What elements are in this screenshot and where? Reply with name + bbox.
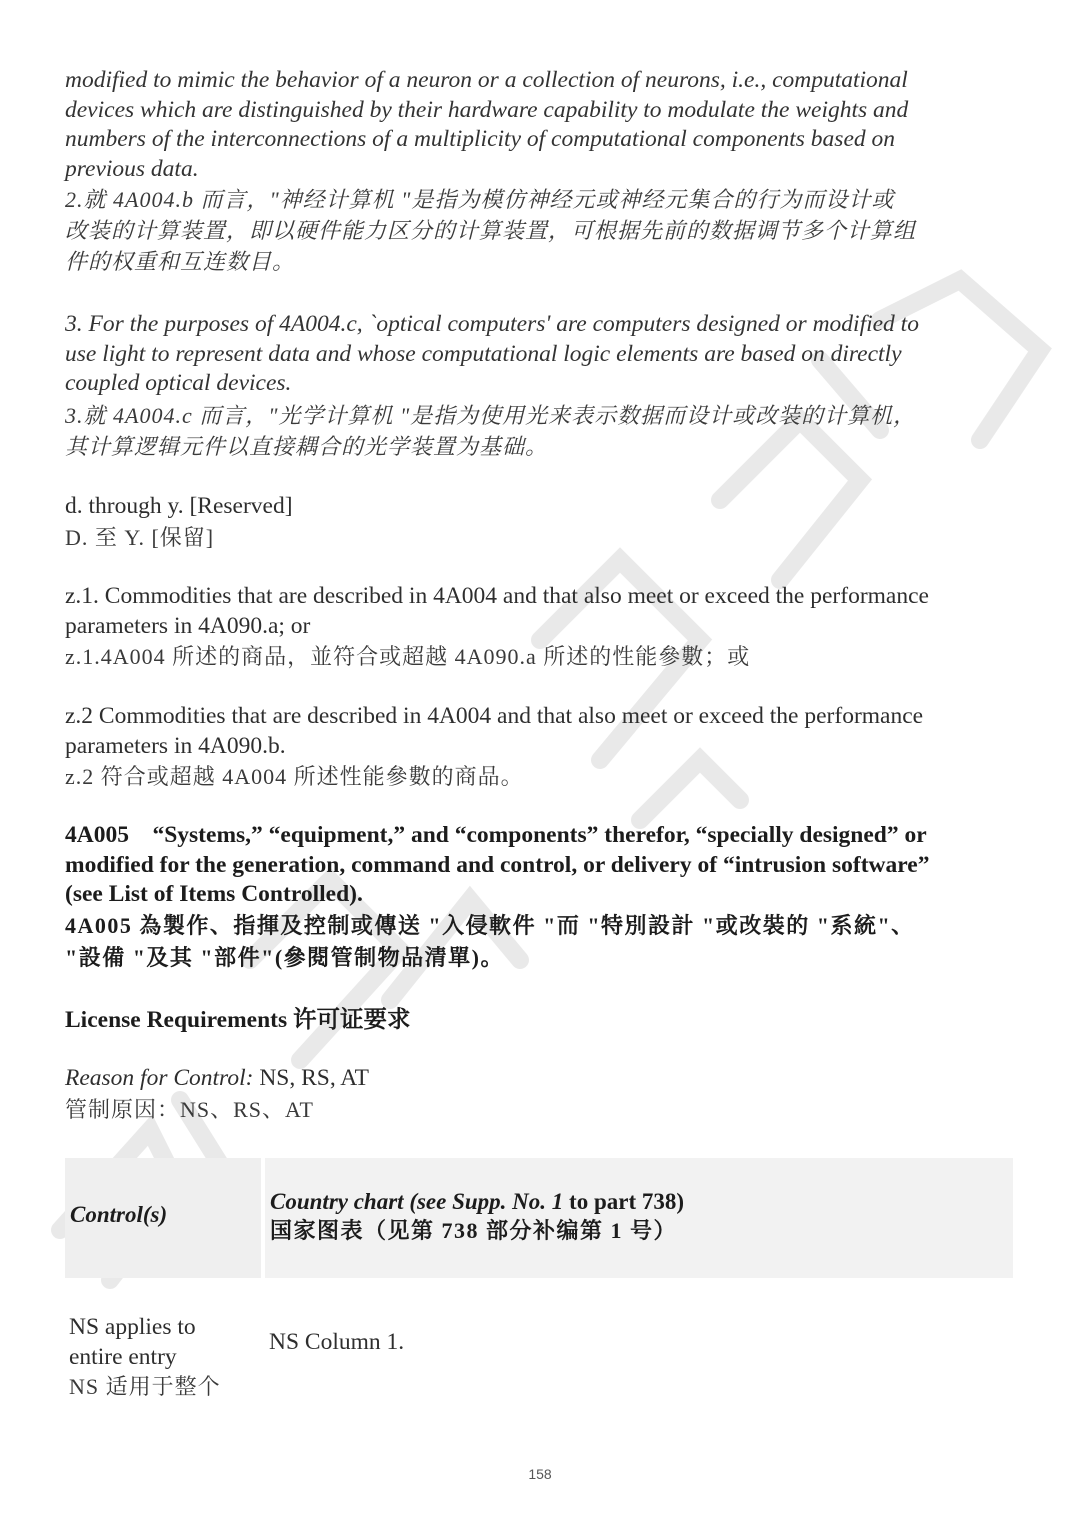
text-line: previous data. [65, 155, 199, 182]
reserved-en: d. through y. [Reserved] [65, 493, 293, 519]
reserved-zh: D. 至 Y. [保留] [65, 524, 215, 550]
reason-label: Reason for Control: [65, 1065, 254, 1091]
section-title: License Requirements 许可证要求 [65, 1007, 411, 1033]
text-line: devices which are distinguished by their hardware capability to modulate the weights and [65, 96, 909, 123]
text-line: (see List of Items Controlled). [65, 881, 363, 907]
z2-section [65, 702, 1015, 792]
text-line: 改装的计算装置，即以硬件能力区分的计算装置，可根据先前的数据调节多个计算组 [65, 218, 917, 243]
country-chart-header [270, 1188, 1010, 1216]
table-cell: NS Column 1. [269, 1329, 405, 1355]
text-line: numbers of the interconnections of a multiplicity of computational components based on [65, 126, 896, 152]
paragraph-4a004b-zh [65, 184, 1015, 277]
text-line: use light to represent data and whose computational logic elements are based on directly [65, 340, 902, 367]
text-line: parameters in 4A090.a; or [65, 612, 311, 639]
paragraph-4a004c-zh [65, 400, 1015, 462]
text-line: entire entry [69, 1343, 177, 1370]
reason-zh: 管制原因：NS、RS、AT [65, 1096, 314, 1122]
text-line: coupled optical devices. [65, 370, 292, 396]
text-line: NS 适用于整个 [69, 1374, 221, 1399]
text-line: 4A005 為製作、指揮及控制或傳送 "入侵軟件 "而 "特別設計 "或改裝的 "系統"、 [65, 912, 915, 938]
text-line: 3.就 4A004.c 而言，"光学计算机 "是指为使用光来表示数据而设计或改装的计算机， [65, 403, 917, 428]
text-line: z.1. Commodities that are described in 4A004 and that also meet or exceed the performance [65, 583, 929, 609]
text-line: parameters in 4A090.b. [65, 732, 286, 759]
reason-line [65, 1064, 1015, 1094]
text-line: modified to mimic the behavior of a neuron or a collection of neurons, i.e., computational [65, 67, 908, 93]
text-line: "設備 "及其 "部件"(參閱管制物品清單)。 [65, 944, 505, 970]
text-line: 3. For the purposes of 4A004.c, `optical computers' are computers designed or modified to [65, 311, 919, 337]
table-header-cell [270, 1188, 1010, 1246]
header-italic-part: Country chart (see Supp. No. 1 [270, 1189, 564, 1214]
table-header-cell [65, 1158, 265, 1278]
text-line: z.1.4A004 所述的商品，並符合或超越 4A090.a 所述的性能參數；或 [65, 644, 751, 669]
table-header-row [65, 1158, 1013, 1278]
text-line: 2.就 4A004.b 而言，"神经计算机 "是指为模仿神经元或神经元集合的行为而设计或 [65, 187, 895, 212]
text-line: 件的权重和互连数目。 [65, 249, 296, 274]
control-header: Control(s) [70, 1202, 168, 1227]
text-line: z.2 Commodities that are described in 4A004 and that also meet or exceed the performance [65, 703, 924, 729]
reason-value: NS, RS, AT [253, 1065, 370, 1091]
text-line: NS applies to [69, 1314, 196, 1340]
page-number: 158 [528, 1466, 552, 1482]
heading-4a005 [65, 821, 1015, 974]
paragraph-4a004b-en [65, 66, 1015, 184]
country-chart-header-zh: 国家图表（见第 738 部分补编第 1 号） [270, 1218, 678, 1243]
reserved-section [65, 492, 1015, 553]
text-line: 4A005 “Systems,” “equipment,” and “components” therefor, “specially designed” or [65, 822, 927, 848]
text-line: 其计算逻辑元件以直接耦合的光学装置为基础。 [65, 434, 549, 459]
text-line: modified for the generation, command and control, or delivery of “intrusion software” [65, 851, 930, 878]
paragraph-4a004c-en [65, 310, 1015, 399]
license-requirements-heading [65, 1006, 1015, 1036]
header-rest-part: to part 738) [563, 1189, 685, 1214]
z1-section [65, 582, 1015, 672]
text-line: z.2 符合或超越 4A004 所述性能參數的商品。 [65, 764, 524, 789]
reason-for-control [65, 1064, 1015, 1125]
table-cell [69, 1313, 259, 1402]
